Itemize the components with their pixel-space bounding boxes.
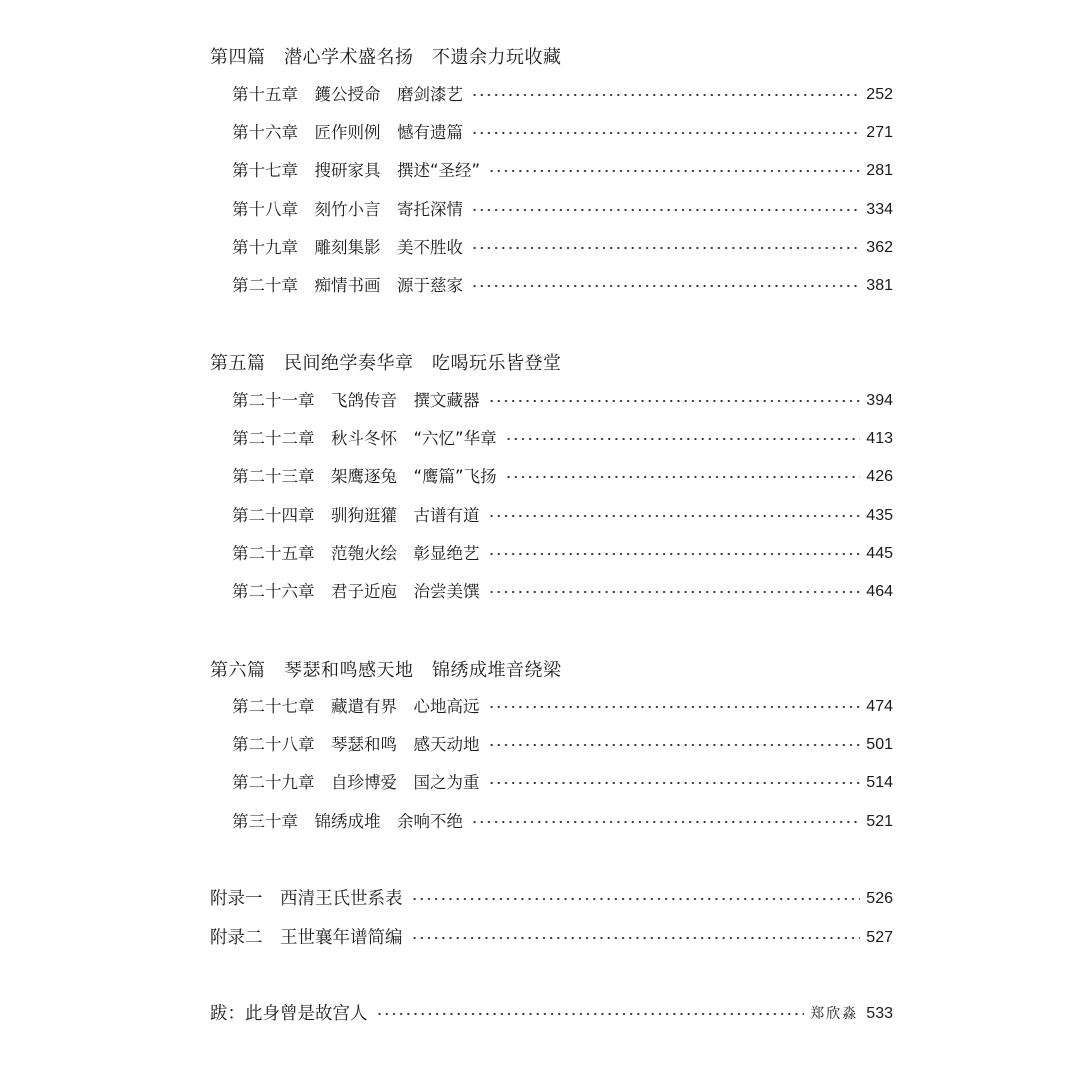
page-number: 533 [866, 1005, 893, 1022]
dot-leader [411, 887, 861, 911]
chapter-title: 第二十八章 琴瑟和鸣 感天动地 [232, 735, 480, 754]
page-number: 464 [866, 583, 893, 600]
page-number: 526 [866, 890, 893, 907]
page-number: 426 [866, 468, 893, 485]
page-number: 435 [866, 507, 893, 524]
dot-leader [376, 1002, 805, 1026]
toc-entry[interactable] [232, 198, 893, 222]
appendix-title: 附录二 王世襄年谱简编 [210, 928, 403, 948]
chapter-title: 第十八章 刻竹小言 寄托深情 [232, 200, 463, 219]
dot-leader [411, 926, 861, 950]
chapter-title: 第二十章 痴情书画 源于慈家 [232, 276, 463, 295]
toc-entry[interactable] [210, 887, 893, 911]
chapter-title: 第二十六章 君子近庖 治尝美馔 [232, 582, 480, 601]
toc-entry[interactable] [232, 274, 893, 298]
page-number: 334 [866, 201, 893, 218]
page-number: 521 [866, 813, 893, 830]
dot-leader [505, 427, 861, 451]
toc-entry[interactable] [232, 159, 893, 183]
dot-leader [488, 389, 861, 413]
author-name: 郑欣淼 [810, 1006, 859, 1022]
page-number: 527 [866, 929, 893, 946]
appendix-title: 附录一 西清王氏世系表 [210, 889, 403, 909]
page-number: 474 [866, 698, 893, 715]
toc-entry[interactable] [232, 771, 893, 795]
part-title: 第五篇 民间绝学奏华章 吃喝玩乐皆登堂 [210, 353, 562, 374]
dot-leader [488, 159, 860, 183]
part-title: 第四篇 潜心学术盛名扬 不遗余力玩收藏 [210, 47, 562, 68]
dot-leader [471, 198, 860, 222]
chapter-title: 第十五章 鑊公授命 磨剑漆艺 [232, 85, 463, 104]
page-number: 281 [866, 162, 893, 179]
page-number: 252 [866, 86, 893, 103]
page-number: 394 [866, 392, 893, 409]
toc-entry[interactable] [232, 465, 893, 489]
dot-leader [488, 542, 861, 566]
chapter-title: 第十七章 搜研家具 撰述“圣经” [232, 161, 481, 180]
postscript-title: 跋：此身曾是故宫人 [210, 1004, 368, 1024]
page-number: 271 [866, 124, 893, 141]
chapter-title: 第三十章 锦绣成堆 余响不绝 [232, 812, 463, 831]
chapter-title: 第十六章 匠作则例 憾有遗篇 [232, 123, 463, 142]
toc-entry[interactable] [210, 926, 893, 950]
dot-leader [471, 236, 860, 260]
toc-entry[interactable] [232, 733, 893, 757]
page-number: 413 [866, 430, 893, 447]
dot-leader [488, 695, 861, 719]
dot-leader [488, 771, 861, 795]
dot-leader [471, 810, 860, 834]
dot-leader [471, 274, 860, 298]
toc-entry[interactable] [232, 121, 893, 145]
toc-entry[interactable] [232, 504, 893, 528]
toc-entry[interactable] [232, 695, 893, 719]
toc-entry[interactable] [232, 427, 893, 451]
chapter-title: 第二十七章 藏遣有界 心地高远 [232, 697, 480, 716]
chapter-title: 第二十三章 架鹰逐兔 “鹰篇”飞扬 [232, 467, 497, 486]
dot-leader [488, 504, 861, 528]
toc-entry[interactable] [232, 810, 893, 834]
chapter-title: 第二十四章 驯狗逛獾 古谱有道 [232, 506, 480, 525]
chapter-title: 第二十一章 飞鸽传音 撰文藏器 [232, 391, 480, 410]
dot-leader [488, 733, 861, 757]
page-number: 362 [866, 239, 893, 256]
dot-leader [488, 580, 861, 604]
chapter-title: 第二十五章 范匏火绘 彰显绝艺 [232, 544, 480, 563]
page-number: 381 [866, 277, 893, 294]
toc-entry[interactable] [232, 389, 893, 413]
toc-entry[interactable] [232, 542, 893, 566]
page-number: 514 [866, 774, 893, 791]
chapter-title: 第二十二章 秋斗冬怀 “六忆”华章 [232, 429, 497, 448]
toc-entry[interactable] [232, 236, 893, 260]
toc-entry[interactable] [232, 83, 893, 107]
toc-entry[interactable] [232, 580, 893, 604]
page-number: 445 [866, 545, 893, 562]
dot-leader [471, 121, 860, 145]
chapter-title: 第十九章 雕刻集影 美不胜收 [232, 238, 463, 257]
toc-entry[interactable] [210, 1002, 893, 1026]
dot-leader [505, 465, 861, 489]
dot-leader [471, 83, 860, 107]
chapter-title: 第二十九章 自珍博爱 国之为重 [232, 773, 480, 792]
page-number: 501 [866, 736, 893, 753]
part-title: 第六篇 琴瑟和鸣感天地 锦绣成堆音绕梁 [210, 660, 562, 681]
